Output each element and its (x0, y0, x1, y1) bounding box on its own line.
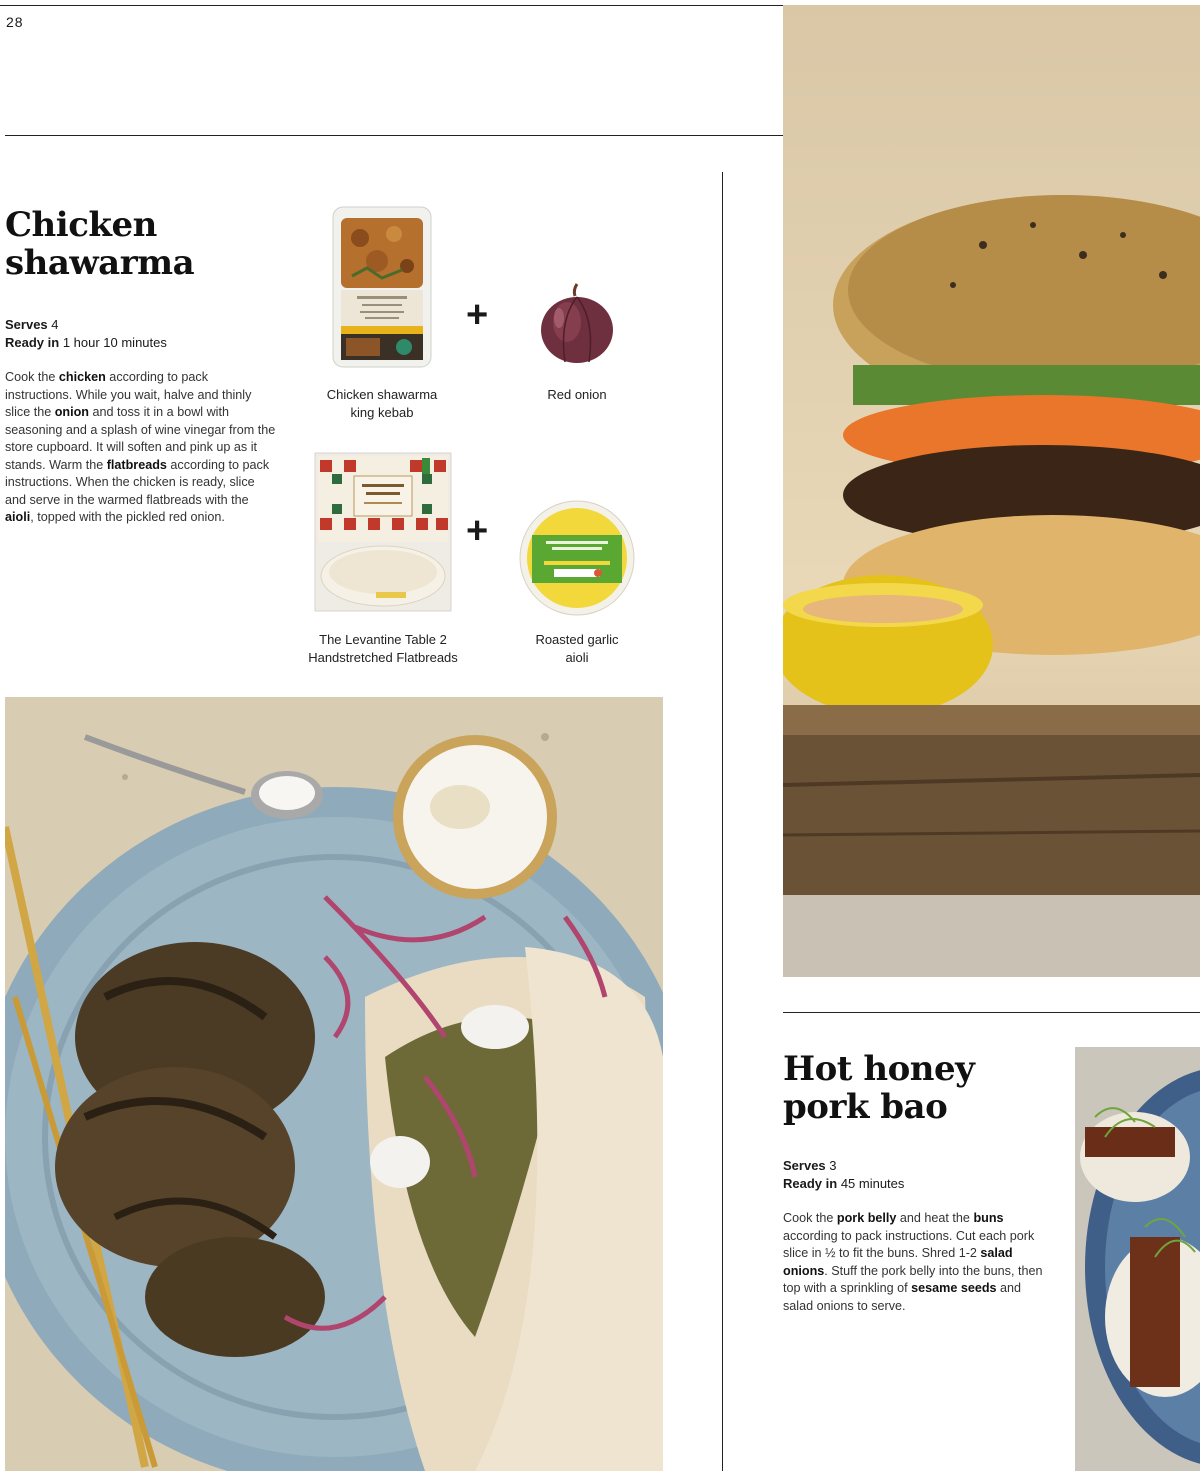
recipe1-meta (5, 316, 285, 352)
recipe2-method (783, 1210, 1053, 1315)
ready-label: Ready in (5, 335, 60, 350)
serves-label: Serves (5, 317, 48, 332)
ingredient-highlight: salad onions (783, 1246, 1013, 1278)
ingredient-highlight: chicken (58, 370, 106, 384)
ingredient-highlight: buns (973, 1211, 1004, 1225)
column-divider (722, 172, 723, 1471)
product-caption-flatbreads: The Levantine Table 2 Handstretched Flatbreads (308, 632, 458, 665)
method-text: according to pack instructions. Cut each pork slice in ½ to fit the buns. Shred 1-2 (783, 1228, 1035, 1260)
ready-value: 45 minutes (840, 1176, 905, 1191)
page-number: 28 (6, 14, 24, 30)
ingredient-highlight: aioli (5, 510, 31, 524)
method-text: according to pack instructions. When the chicken is ready, slice and serve in the warmed flatbreads with the (5, 457, 270, 507)
burger-photo (783, 5, 1200, 977)
method-text: , topped with the pickled red onion. (30, 510, 225, 524)
aioli-tub-image (518, 499, 636, 617)
recipe2-title: Hot honey pork bao (783, 1049, 975, 1127)
red-onion-image (537, 280, 617, 366)
recipe1-title: Chicken shawarma (5, 205, 195, 283)
ingredient-highlight: flatbreads (106, 457, 167, 472)
product-caption-onion: Red onion (547, 387, 607, 402)
product-caption-aioli: Roasted garlic aioli (535, 632, 619, 665)
plus-icon: + (466, 510, 489, 552)
method-text: according to pack instructions. While you wait, halve and thinly slice the (5, 370, 252, 419)
chicken-shawarma-photo (5, 697, 663, 1471)
product-caption-chicken: Chicken shawarma king kebab (326, 387, 438, 420)
serves-label: Serves (783, 1158, 826, 1173)
ready-label: Ready in (783, 1176, 838, 1191)
top-rule (0, 5, 783, 6)
ingredient-highlight: sesame seeds (911, 1281, 997, 1295)
serves-value: 3 (829, 1158, 837, 1173)
recipe2-rule (783, 1012, 1200, 1013)
method-text: Cook the (5, 370, 59, 384)
pork-bao-photo (1075, 1047, 1200, 1471)
method-text: Cook the (783, 1211, 837, 1225)
method-text: and toss it in a bowl with seasoning and a splash of wine vinegar from the store cupboard. It will soften and pink up as it stands. Warm the (5, 405, 276, 472)
recipe2-meta (783, 1157, 1063, 1193)
section-rule (5, 135, 783, 136)
plus-icon: + (466, 294, 489, 336)
flatbreads-pack-image (314, 452, 452, 612)
ingredient-highlight: pork belly (836, 1211, 897, 1225)
recipe1-method (5, 369, 277, 527)
ready-value: 1 hour 10 minutes (62, 335, 167, 350)
ingredient-highlight: onion (54, 405, 89, 419)
method-text: and salad onions to serve. (783, 1281, 1022, 1313)
method-text: and heat the (896, 1211, 974, 1225)
chicken-shawarma-pack-image (332, 206, 432, 368)
serves-value: 4 (51, 317, 59, 332)
method-text: . Stuff the pork belly into the buns, then top with a sprinkling of (783, 1263, 1043, 1295)
